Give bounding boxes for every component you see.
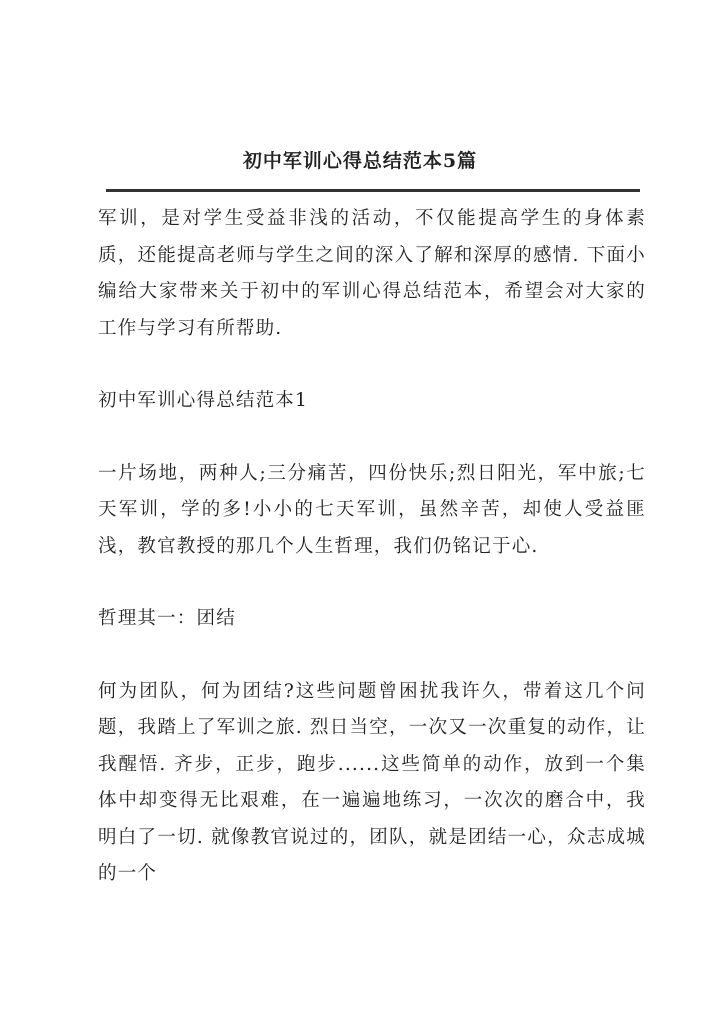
body-paragraph: 一片场地，两种人;三分痛苦，四份快乐;烈日阳光，军中旅;七天军训，学的多!小小的七天军训，虽然辛苦，却使人受益匪浅，教官教授的那几个人生哲理，我们仍铭记于心. <box>98 462 646 557</box>
document-title: 初中军训心得总结范本5篇 <box>242 150 478 172</box>
title-divider <box>106 189 640 192</box>
section-heading: 初中军训心得总结范本1 <box>98 390 308 411</box>
document-body <box>98 201 646 929</box>
body-paragraph: 何为团队，何为团结?这些问题曾困扰我许久，带着这几个问题，我踏上了军训之旅. 烈日当空，一次又一次重复的动作，让我醒悟. 齐步，正步，跑步......这些简单的动作，放到一个集体中却变得无比艰难，在一遍遍地练习，一次次的磨合中，我明白了一切. 就像教官说过的，团队，就是团结一心，众志成城的一个 <box>98 680 646 884</box>
intro-paragraph: 军训，是对学生受益非浅的活动，不仅能提高学生的身体素质，还能提高老师与学生之间的深入了解和深厚的感情. 下面小编给大家带来关于初中的军训心得总结范本，希望会对大家的工作与学习有所帮助. <box>98 208 646 339</box>
subsection-heading: 哲理其一：团结 <box>98 608 236 629</box>
